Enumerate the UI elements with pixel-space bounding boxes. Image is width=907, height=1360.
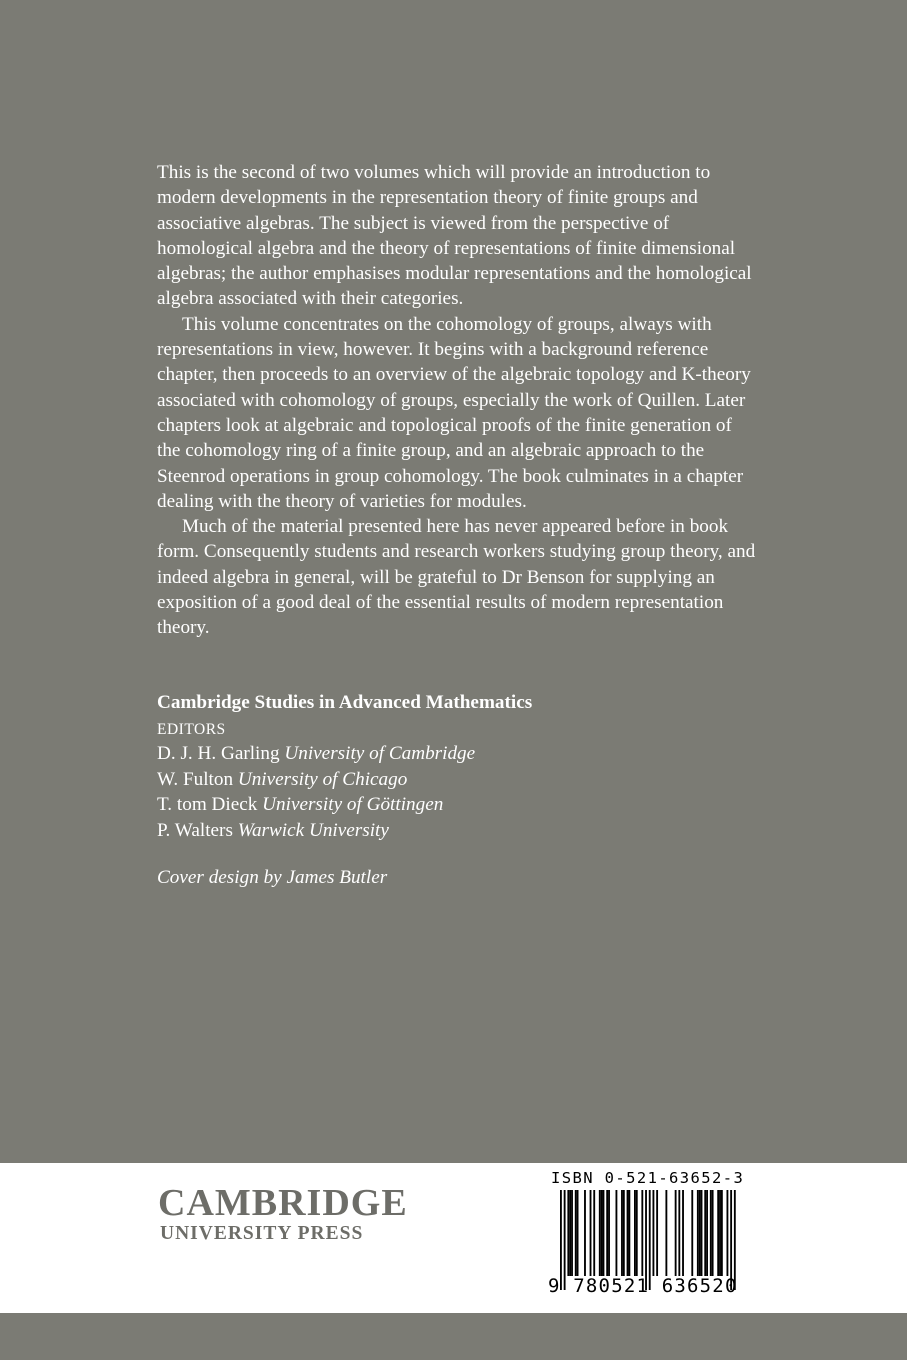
barcode-bar <box>575 1190 577 1276</box>
barcode-bar <box>599 1190 601 1276</box>
barcode-bar <box>678 1190 680 1276</box>
editor-name: D. J. H. Garling <box>157 743 280 764</box>
barcode-bar <box>699 1190 701 1276</box>
barcode-bar <box>653 1190 655 1276</box>
barcode-bar <box>621 1190 623 1276</box>
editor-entry <box>157 767 757 793</box>
barcode-bar <box>567 1190 569 1276</box>
barcode-bar <box>719 1190 721 1276</box>
blurb-paragraph-1: This is the second of two volumes which will provide an introduction to modern developments in the representation theory of finite groups and associative algebras. The subject is viewed from the perspective of homological algebra and the theory of representations of finite dimensional algebras; the author emphasises modular representations and the homological algebra associated with their categories. <box>157 162 752 310</box>
barcode-bar <box>717 1190 719 1276</box>
isbn-barcode-block <box>542 1163 752 1313</box>
barcode-bar <box>682 1190 684 1276</box>
editor-affiliation: Warwick University <box>237 819 389 841</box>
barcode-bar <box>601 1190 603 1276</box>
barcode-bar <box>712 1190 714 1276</box>
barcode-bar <box>675 1190 677 1276</box>
barcode-bar <box>584 1190 586 1276</box>
barcode-bar <box>590 1190 592 1276</box>
barcode-number: 9 780521 636520 <box>548 1275 738 1297</box>
barcode-bar <box>706 1190 708 1276</box>
barcode-bar <box>656 1190 658 1276</box>
barcode-bar <box>606 1190 608 1276</box>
isbn-label: ISBN 0-521-63652-3 <box>551 1169 745 1187</box>
barcode-bar <box>697 1190 699 1276</box>
barcode-bar <box>571 1190 573 1276</box>
editors-label: EDITORS <box>157 721 226 738</box>
barcode-bar <box>608 1190 610 1276</box>
editor-name: W. Fulton <box>157 768 234 790</box>
editor-entry <box>157 792 757 818</box>
editor-entry <box>157 741 757 767</box>
publisher-band <box>0 1163 907 1313</box>
editor-entry <box>157 818 757 844</box>
cover-design-credit: Cover design by James Butler <box>157 867 388 888</box>
publisher-name: CAMBRIDGE <box>158 1182 408 1224</box>
editor-name: T. tom Dieck <box>157 794 258 815</box>
barcode-bar <box>627 1190 629 1276</box>
editor-affiliation: University of Chicago <box>237 768 408 790</box>
barcode-bar <box>691 1190 693 1276</box>
barcode-bar <box>641 1190 643 1276</box>
barcode-bar <box>628 1190 630 1276</box>
blurb-paragraph-2: This volume concentrates on the cohomology of groups, always with representations in view, however. It begins with a background reference chapter, then proceeds to an overview of the algebraic topology and K-theory associated with cohomology of groups, especially the work of Quillen. Later chapters look at algebraic and topological proofs of the finite generation of the cohomology ring of a finite group, and an algebraic approach to the Steenrod operations in group cohomology. The book culminates in a chapter dealing with the theory of varieties for modules. <box>157 313 751 512</box>
barcode-bar <box>623 1190 625 1276</box>
barcode-bar <box>710 1190 712 1276</box>
barcode-bar <box>603 1190 605 1276</box>
barcode-bar <box>704 1190 706 1276</box>
barcode-bar <box>616 1190 618 1276</box>
barcode-bar <box>636 1190 638 1276</box>
editor-name: P. Walters <box>157 819 233 841</box>
barcode-bar <box>701 1190 703 1276</box>
barcode-bar <box>727 1190 729 1276</box>
publisher-logo <box>158 1183 408 1245</box>
editor-affiliation: University of Cambridge <box>284 743 476 764</box>
barcode-bar <box>577 1190 579 1276</box>
barcode-bar <box>721 1190 723 1276</box>
editor-affiliation: University of Göttingen <box>262 794 444 815</box>
barcode-bar <box>593 1190 595 1276</box>
series-title: Cambridge Studies in Advanced Mathematics <box>157 692 533 713</box>
barcode-bar <box>634 1190 636 1276</box>
publisher-subname: UNIVERSITY PRESS <box>160 1223 364 1244</box>
blurb-paragraph-3: Much of the material presented here has never appeared before in book form. Consequently students and research workers studying group theory, and indeed algebra in general, will be grateful to Dr Benson for supplying an exposition of a good deal of the essential results of modern representation theory. <box>157 516 756 639</box>
series-info <box>157 690 757 890</box>
barcode-bar <box>569 1190 571 1276</box>
barcode-bar <box>665 1190 667 1276</box>
back-cover-blurb <box>157 160 757 641</box>
